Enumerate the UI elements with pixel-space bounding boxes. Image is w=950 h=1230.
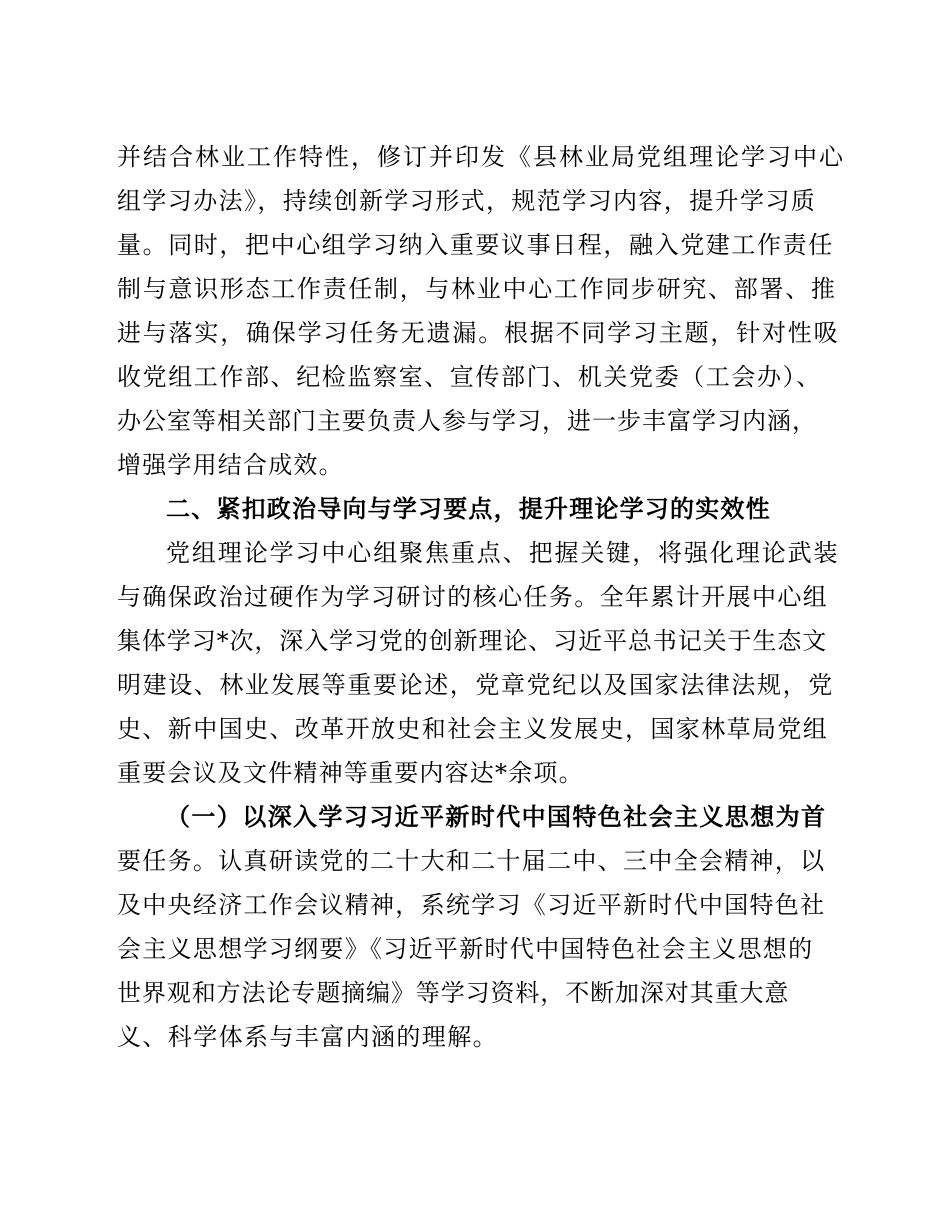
section-heading: 二、紧扣政治导向与学习要点，提升理论学习的实效性 (166, 495, 771, 523)
body-line-12: 明建设、林业发展等重要论述，党章党纪以及国家法律法规，党 (117, 671, 834, 699)
body-line-6: 收党组工作部、纪检监察室、宣传部门、机关党委（工会办）、 (117, 363, 822, 391)
body-line-4: 制与意识形态工作责任制，与林业中心工作同步研究、部署、推 (117, 275, 837, 303)
subsection-heading: （一）以深入学习习近平新时代中国特色社会主义思想为首 (166, 803, 827, 831)
body-line-14: 重要会议及文件精神等重要内容达*余项。 (117, 759, 584, 787)
body-line-10: 与确保政治过硬作为学习研讨的核心任务。全年累计开展中心组 (117, 583, 829, 611)
body-line-1: 并结合林业工作特性，修订并印发《县林业局党组理论学习中心 (117, 143, 845, 171)
body-line-7: 办公室等相关部门主要负责人参与学习，进一步丰富学习内涵， (117, 407, 817, 435)
body-line-19: 义、科学体系与丰富内涵的理解。 (117, 1023, 498, 1051)
body-line-3: 量。同时，把中心组学习纳入重要议事日程，融入党建工作责任 (117, 231, 834, 259)
body-line-11: 集体学习*次，深入学习党的创新理论、习近平总书记关于生态文 (117, 627, 828, 655)
body-line-18: 世界观和方法论专题摘编》等学习资料，不断加深对其重大意 (117, 979, 790, 1007)
body-line-16: 及中央经济工作会议精神，系统学习《习近平新时代中国特色社 (117, 891, 826, 919)
body-line-2: 组学习办法》，持续创新学习形式，规范学习内容，提升学习质 (117, 187, 817, 215)
body-line-5: 进与落实，确保学习任务无遗漏。根据不同学习主题，针对性吸 (117, 319, 840, 347)
body-line-17: 会主义思想学习纲要》《习近平新时代中国特色社会主义思想的 (117, 935, 814, 963)
body-line-9: 党组理论学习中心组聚焦重点、把握关键，将强化理论武装 (166, 539, 840, 567)
body-line-8: 增强学用结合成效。 (117, 451, 344, 479)
body-line-13: 史、新中国史、改革开放史和社会主义发展史，国家林草局党组 (117, 715, 829, 743)
body-line-15: 要任务。认真研读党的二十大和二十届二中、三中全会精神，以 (117, 847, 826, 875)
